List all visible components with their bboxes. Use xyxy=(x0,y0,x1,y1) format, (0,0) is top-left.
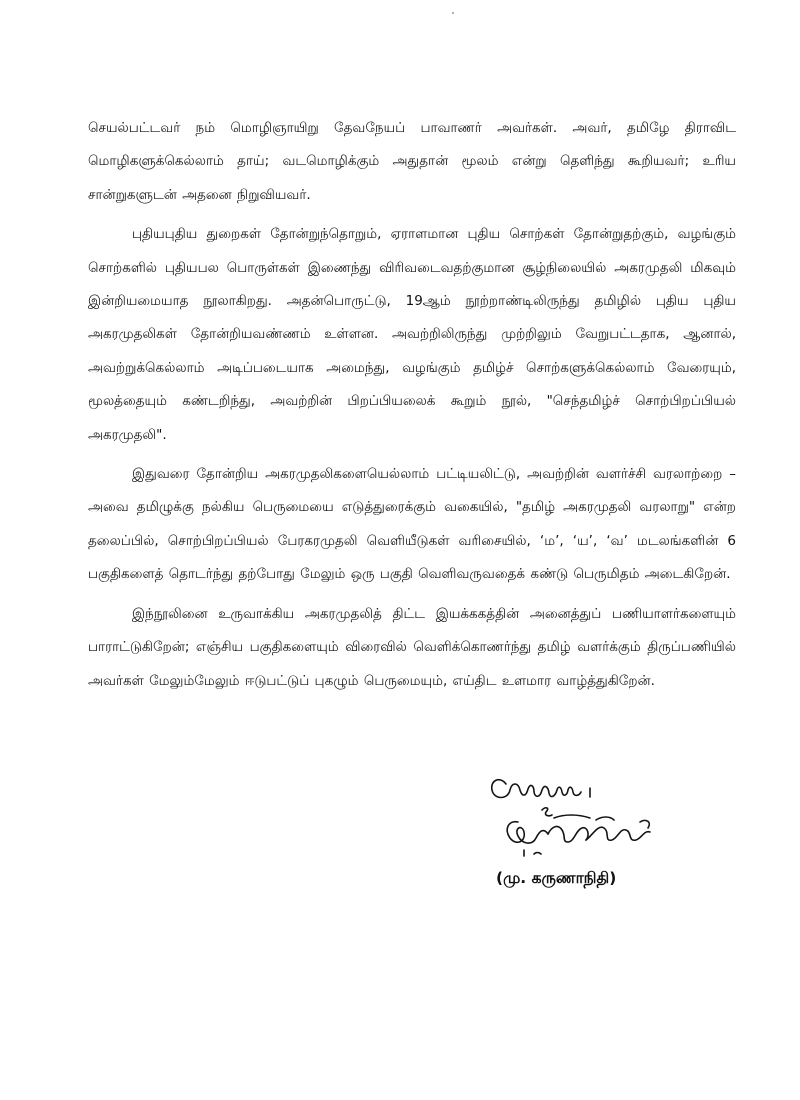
paragraph-1: செயல்பட்டவர் நம் மொழிஞாயிறு தேவநேயப் பாவாணர் அவர்கள். அவர், தமிழே திராவிட மொழிகளுக்கெல்லாம் தாய்; வடமொழிக்கும் அதுதான் மூலம் என்று தெளிந்து கூறியவர்; உரிய சான்றுகளுடன் அதனை நிறுவியவர். xyxy=(88,120,736,203)
signatory-name: (மு. கருணாநிதி) xyxy=(496,869,617,887)
handwritten-signature xyxy=(478,770,678,866)
scan-speck xyxy=(452,12,454,14)
letter-body xyxy=(88,112,736,698)
signature-block xyxy=(478,770,678,900)
paragraph-4: இந்நூலினை உருவாக்கிய அகரமுதலித் திட்ட இயக்ககத்தின் அனைத்துப் பணியாளர்களையும் பாராட்டுகிறேன்; எஞ்சிய பகுதிகளையும் விரைவில் வெளிக்கொணர்ந்து தமிழ் வளர்க்கும் திருப்பணியில் அவர்கள் மேலும்மேலும் ஈடுபட்டுப் புகழும் பெருமையும், எய்திட உளமார வாழ்த்துகிறேன். xyxy=(88,605,736,689)
paragraph-2: புதியபுதிய துறைகள் தோன்றுந்தொறும், ஏராளமான புதிய சொற்கள் தோன்றுதற்கும், வழங்கும் சொற்களில் புதியபல பொருள்கள் இணைந்து விரிவடைவதற்குமான சூழ்நிலையில் அகரமுதலி மிகவும் இன்றியமையாத நூலாகிறது. அதன்பொருட்டு, 19ஆம் நூற்றாண்டிலிருந்து தமிழில் புதிய புதிய அகரமுதலிகள் தோன்றியவண்ணம் உள்ளன. அவற்றிலிருந்து முற்றிலும் வேறுபட்டதாக, ஆனால், அவற்றுக்கெல்லாம் அடிப்படையாக அமைந்து, வழங்கும் தமிழ்ச் சொற்களுக்கெல்லாம் வேரையும், மூலத்தையும் கண்டறிந்து, அவற்றின் பிறப்பியலைக் கூறும் நூல், "செந்தமிழ்ச் சொற்பிறப்பியல் அகரமுதலி". xyxy=(88,226,736,443)
paragraph-3: இதுவரை தோன்றிய அகரமுதலிகளையெல்லாம் பட்டியலிட்டு, அவற்றின் வளர்ச்சி வரலாற்றை – அவை தமிழுக்கு நல்கிய பெருமையை எடுத்துரைக்கும் வகையில், "தமிழ் அகரமுதலி வரலாறு" என்ற தலைப்பில், சொற்பிறப்பியல் பேரகரமுதலி வெளியீடுகள் வரிசையில், ‘ம’, ‘ய’, ‘வ’ மடலங்களின் 6 பகுதிகளைத் தொடர்ந்து தற்போது மேலும் ஒரு பகுதி வெளிவருவதைக் கண்டு பெருமிதம் அடைகிறேன். xyxy=(88,466,736,583)
